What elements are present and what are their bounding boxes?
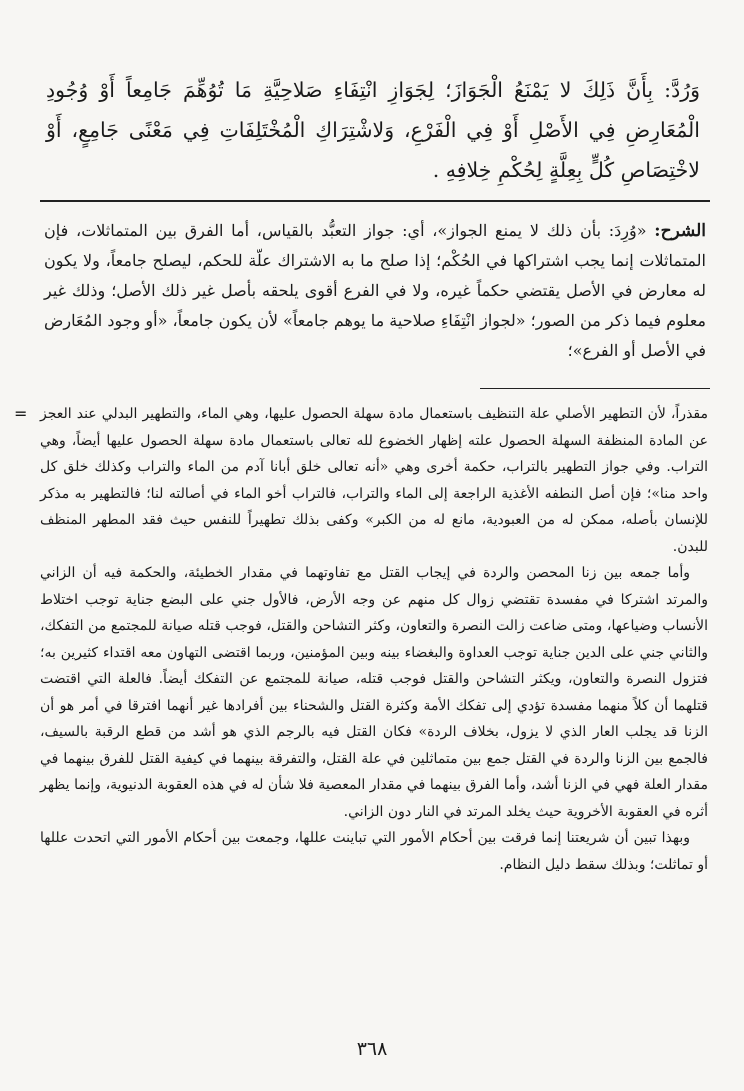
footnote-paragraph-3: وبهذا تبين أن شريعتنا إنما فرقت بين أحكام الأمور التي تباينت عللها، وجمعت بين أحكام الأمور التي اتحدت عللها أو تماثلت؛ وبذلك سقط دليل النظام.: [40, 830, 708, 873]
sharh-label: الشرح:: [654, 221, 706, 241]
sharh-paragraph: [40, 216, 710, 366]
footnote-paragraph-1: [14, 401, 710, 560]
footnote-paragraph-2: وأما جمعه بين زنا المحصن والردة في إيجاب القتل مع تفاوتهما في مقدار الخطيئة، والحكمة فيه أن الزاني والمرتد اشتركا في مفسدة تقتضي زوال كل منهم عن وجه الأرض، فالأول جني على البضع جناية توجب اختلاط الأنساب وضياعها، ومتى ضاعت زالت النصرة والتعاون، وكثر التشاحن والقتل، فوجب قتله صيانة للمجتمع من التفكك، والثاني جني على الدين جناية توجب العداوة والبغضاء بينه وبين المؤمنين، وربما اقتضى التهاون معه اقتداء كثيرين به؛ فتزول النصرة والتعاون، ويكثر التشاحن والقتل فوجب قتله، صيانة للمجتمع عن التفكك أيضاً. فالعلة التي اقتضت قتلهما أن كلاً منهما مفسدة تؤدي إلى تفكك الأمة وكثرة القتل والشحناء بين أفرادها غير أنهما افترقا في أمر هو أن الزنا قد يجلب العار الذي لا يزول، بخلاف الردة» فكان القتل فيه بالرجم الذي هو أشد من قطع الرقبة بالسيف، فالجمع بين الزنا والردة في القتل جمع بين متماثلين في علة القتل، والتفرقة بينهما في كيفية القتل للفرق بينهما في مقدار العلة فهي في الزنا أشد، وأما الفرق بينهما في مقدار المعصية فلا شأن له في هذه العقوبة الدنيوية، وإنما يظهر أثره في العقوبة الأخروية حيث يخلد المرتد في النار دون الزاني.: [40, 565, 708, 820]
sharh-text: «وُرِدَ: بأن ذلك لا يمنع الجواز»، أي: جواز التعبُّد بالقياس، أما الفرق بين المتماثلات، فإن المتماثلات إنما يجب اشتراكها في الحُكْم؛ إذا صلح ما به الاشتراك علّة للحكم، ليصلح جامعاً، ولا يكون له معارض في الأصل يقتضي حكماً غيره، ولا في الفرع أقوى يلحقه بأصل غير ذلك الأصل؛ وذلك غير معلوم فيما ذكر من الصور؛ «لجواز انْتِفَاءِ صلاحية ما يوهم جامعاً» لأن يكون جامعاً، «أو وجود المُعَارض في الأصل أو الفرع»؛: [44, 221, 706, 360]
matn-divider: [40, 200, 710, 202]
page-number: ٣٦٨: [356, 1038, 388, 1060]
footnote-divider: [480, 388, 710, 389]
footnote-text-1: مقذراً، لأن التطهير الأصلي علة التنظيف باستعمال مادة سهلة الحصول عليها، وهي الماء، والتطهير البدلي عند العجز عن المادة المنظفة السهلة الحصول علته إظهار الخضوع لله تعالى باستعمال مادة سهلة الحصول عليها أيضاً، وهي التراب. وفي جواز التطهير بالتراب، حكمة أخرى وهي «أنه تعالى خلق أبانا آدم من الماء والتراب وكذلك خلق كل واحد منا»؛ فإن أصل النطفه الأغذية الراجعة إلى الماء والتراب، فالتراب أخو الماء في أصالته لنا؛ فالتطهير به مذكر للإنسان بأصله، ممكن له من العبودية، مانع له من الكبر» وكفى بذلك تطهيراً للنفس حيث فقد المطهر المنظف للبدن.: [40, 406, 708, 555]
footnote-continuation-marker: =: [14, 404, 28, 423]
matn-text: وَرُدَّ: بِأَنَّ ذَلِكَ لا يَمْنَعُ الْجَوَازَ؛ لِجَوَازِ انْتِفَاءِ صَلاحِيَّةِ مَا تُوُهِّمَ جَامِعاً أَوْ وُجُودِ الْمُعَارِضِ فِي الأَصْلِ أَوْ فِي الْفَرْعِ، وَلاشْتِرَاكِ الْمُخْتَلِفَاتِ فِي مَعْنًى جَامِعٍ، أَوْ لاخْتِصَاصِ كُلٍّ بِعِلَّةٍ لِحُكْمِ خِلافِهِ .: [46, 78, 700, 182]
